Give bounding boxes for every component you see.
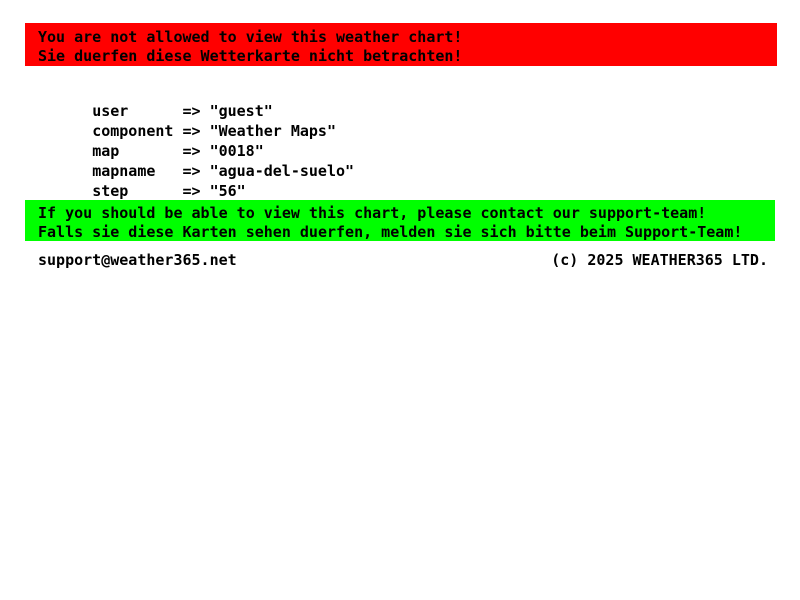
error-line-german: Sie duerfen diese Wetterkarte nicht betrachten!: [38, 47, 463, 65]
detail-key: component: [92, 122, 174, 140]
detail-key: mapname: [92, 162, 156, 180]
request-details: [38, 81, 355, 200]
detail-value: "0018": [209, 142, 264, 160]
arrow-glyph: =>: [182, 102, 201, 120]
arrow-glyph: =>: [182, 122, 201, 140]
detail-value: "agua-del-suelo": [209, 162, 355, 180]
error-banner: [25, 23, 777, 66]
detail-value: "56": [209, 182, 246, 200]
detail-key: map: [92, 142, 120, 160]
detail-value: "Weather Maps": [209, 122, 336, 140]
detail-key: user: [92, 102, 129, 120]
footer: [38, 250, 768, 270]
support-email: support@weather365.net: [38, 251, 237, 269]
detail-key: step: [92, 182, 129, 200]
arrow-glyph: =>: [182, 162, 201, 180]
arrow-glyph: =>: [182, 182, 201, 200]
arrow-glyph: =>: [182, 142, 201, 160]
detail-value: "guest": [209, 102, 273, 120]
error-line-english: You are not allowed to view this weather chart!: [38, 28, 463, 46]
copyright-notice: (c) 2025 WEATHER365 LTD.: [551, 251, 768, 269]
info-banner: [25, 200, 775, 241]
info-line-german: Falls sie diese Karten sehen duerfen, melden sie sich bitte beim Support-Team!: [38, 223, 743, 241]
detail-row-user: [38, 81, 354, 120]
info-line-english: If you should be able to view this chart, please contact our support-team!: [38, 204, 707, 222]
